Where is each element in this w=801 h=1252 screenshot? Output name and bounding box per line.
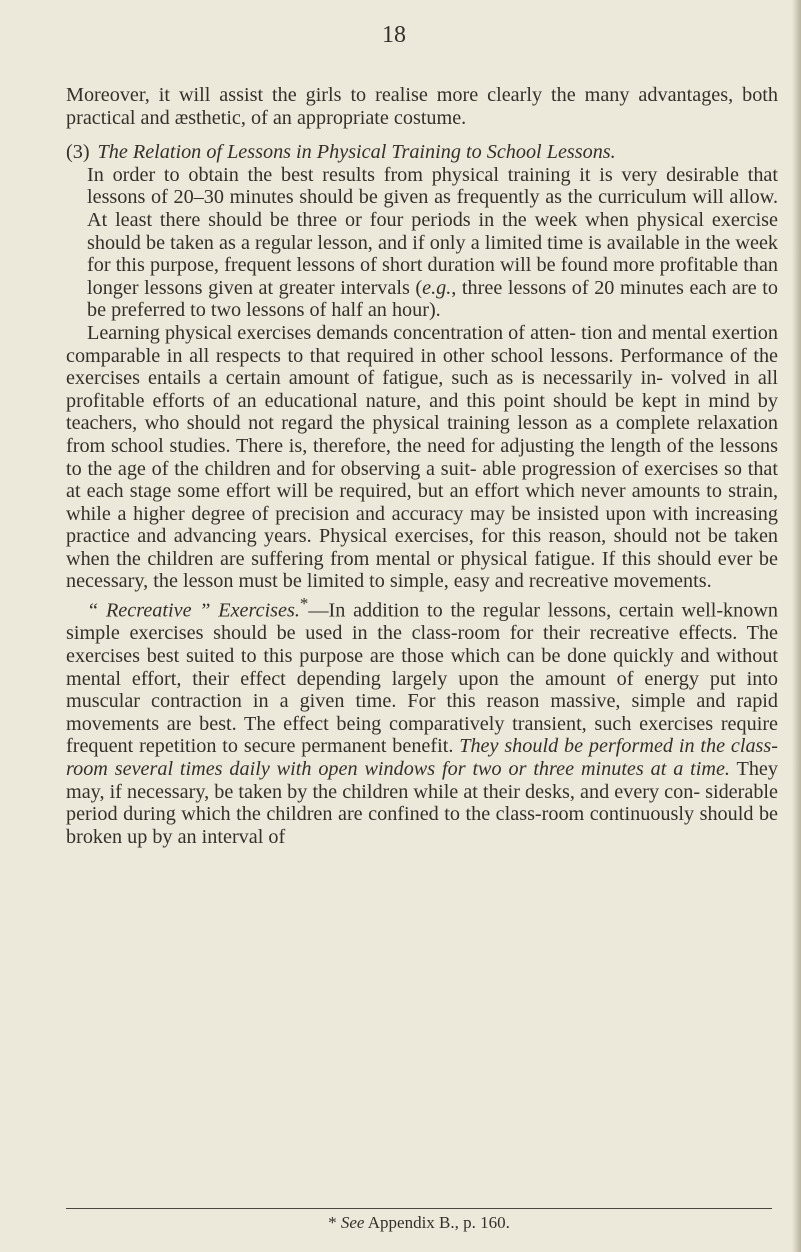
footnote-divider — [66, 1208, 772, 1209]
recreative-emphasis: They should be performed in the class-room several times daily with open windows for two or three minutes at a time. — [66, 735, 778, 780]
paragraph-1-text-a: In order to obtain the best results from physical training it is very desirable that lessons of 20–30 minutes should be given as frequently as the curriculum will allow. At least there should be three or four periods in the week when physical exercise should be taken as a regular lesson, and if only a limited time is available in the week for this purpose, frequent lessons of short duration will be found more profitable than longer lessons given at greater intervals ( — [87, 163, 778, 299]
footnote-mark: * — [328, 1213, 337, 1232]
section-number: (3) — [66, 141, 90, 164]
section-body — [66, 164, 778, 322]
footnote — [66, 1212, 772, 1234]
eg-abbreviation: e.g. — [422, 276, 452, 299]
recreative-text-a: —In addition to the regular lessons, certain well-known simple exercises should be used in the class-room for their recreative effects. The exercises best suited to this purpose are those which can be done quickly and without mental effort, their effect depending largely upon the amount of energy put into muscular contraction in a given time. For this reason massive, simple and rapid movements are best. The effect being comparatively transient, such exercises require frequent repetition to secure permanent benefit. — [66, 599, 778, 758]
section-title: The Relation of Lessons in Physical Training to School Lessons. — [97, 141, 616, 164]
page-edge-shadow — [792, 0, 801, 1252]
paragraph-concentration: Learning physical exercises demands concentration of atten- tion and mental exertion comparable in all respects to that required in other school lessons. Performance of the exercises entails a certain amount of fatigue, such as is necessarily in- volved in all profitable efforts of an educational nature, and this point should be kept in mind by teachers, who should not regard the physical training lesson as a complete relaxation from school studies. There is, therefore, the need for adjusting the length of the lessons to the age of the children and for observing a suit- able progression of exercises so that at each stage some effort will be required, but an effort which never amounts to strain, while a higher degree of precision and accuracy may be insisted upon with increasing practice and advancing years. Physical exercises, for this reason, should not be taken when the children are suffering from mental or physical fatigue. If this should ever be necessary, the lesson must be limited to simple, easy and recreative movements. — [66, 321, 778, 593]
footnote-see: See — [340, 1213, 365, 1232]
paragraph-recreative-exercises — [66, 593, 778, 848]
page-body — [66, 84, 778, 848]
paragraph-lesson-frequency — [87, 164, 778, 322]
paragraph-1-text-b: , three lessons of 20 minutes each are to be preferred to two lessons of half an hour). — [87, 276, 778, 322]
intro-paragraph: Moreover, it will assist the girls to realise more clearly the many advantages, both practical and æsthetic, of an appropriate costume. — [66, 84, 778, 129]
footnote-text: Appendix B., p. 160. — [367, 1213, 510, 1232]
recreative-heading: “ Recreative ” Exercises. — [87, 599, 300, 622]
footnote-reference-mark: * — [299, 594, 309, 614]
recreative-text-b: They may, if necessary, be taken by the children while at their desks, and every con- siderable period during which the children are confined to the class-room continuously should be broken up by an interval of — [66, 757, 778, 848]
section-heading — [66, 141, 778, 164]
page-number: 18 — [382, 22, 406, 48]
